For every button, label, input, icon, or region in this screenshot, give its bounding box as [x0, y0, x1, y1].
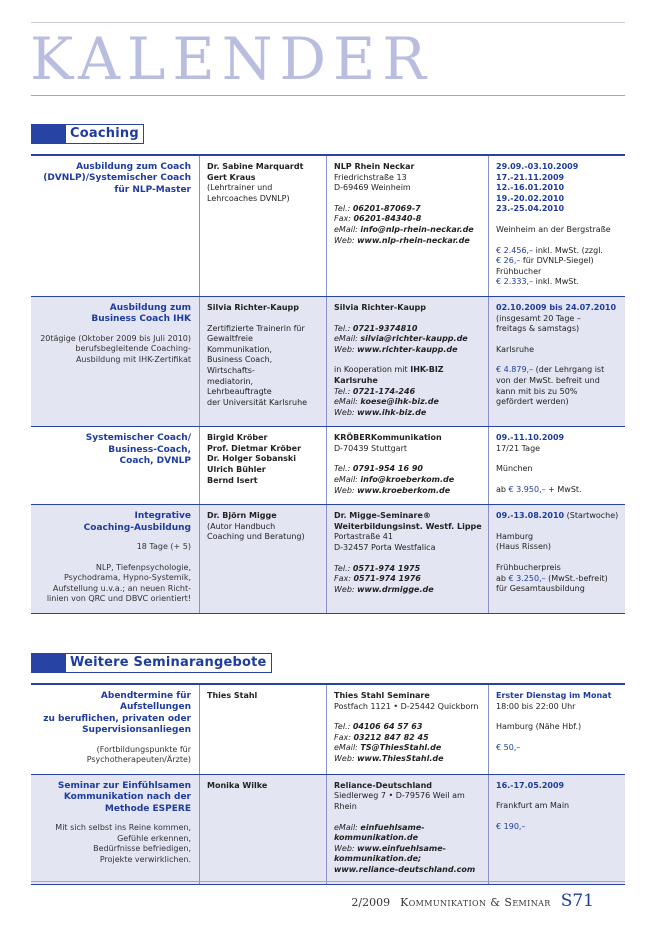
contact-line — [334, 733, 482, 744]
price-line — [496, 376, 619, 387]
description-line: Psychotherapeuten/Ärzte) — [86, 755, 191, 765]
contact-link[interactable]: www.nlp-rhein-neckar.de — [357, 235, 470, 245]
trainer-name: Gert Kraus — [207, 172, 256, 182]
spacer — [334, 554, 482, 564]
page-number: S71 — [560, 891, 594, 911]
contact-link[interactable]: www.reliance-deutschland.com — [334, 864, 476, 874]
contact-link[interactable]: kommunikation.de — [334, 833, 419, 843]
contact-label: eMail: — [334, 397, 358, 407]
contact-label: eMail: — [334, 743, 358, 753]
event-location: Hamburg (Nähe Hbf.) — [496, 722, 582, 732]
event-title: (DVNLP)/Systemischer Coach — [43, 173, 191, 184]
contact-link[interactable]: www.ihk-biz.de — [357, 407, 427, 417]
spacer — [334, 194, 482, 204]
contact-line — [334, 225, 482, 236]
event-title: für NLP-Master — [114, 184, 191, 195]
trainer-info: Coaching und Beratung) — [207, 532, 305, 542]
organizer-cell — [327, 156, 489, 296]
event-row — [31, 156, 625, 297]
contact-link[interactable]: silvia@richter-kaupp.de — [360, 334, 468, 344]
organizer-cell — [327, 685, 489, 774]
date-line — [496, 511, 619, 522]
trainer-cell — [200, 297, 327, 426]
contact-label: Web: — [334, 344, 355, 354]
trainer-info: Zertifizierte Trainerin für — [207, 323, 305, 333]
price-prefix: ab — [496, 485, 509, 495]
description-line: (Fortbildungspunkte für — [96, 744, 191, 754]
contact-value: 0721-9374810 — [352, 323, 418, 333]
spacer — [496, 355, 619, 365]
trainer-info: der Universität Karlsruhe — [207, 397, 308, 407]
date-line — [496, 781, 619, 792]
page-footer — [351, 891, 594, 911]
date-line — [496, 194, 619, 205]
contact-line — [334, 854, 482, 865]
spacer — [496, 475, 619, 485]
trainer-name: Thies Stahl — [207, 691, 258, 700]
price-amount: € 3.250,– — [508, 573, 546, 583]
contact-value: 06201-84340-8 — [353, 214, 422, 224]
contact-label: Fax: — [334, 214, 351, 224]
event-title: Methode ESPERE — [104, 803, 191, 814]
contact-line — [334, 486, 482, 497]
date-line — [496, 303, 619, 314]
event-title: Coaching-Ausbildung — [83, 522, 191, 533]
organizer-cell — [327, 775, 489, 884]
price-line — [496, 246, 619, 257]
event-description — [38, 745, 191, 766]
contact-value: 04106 64 57 63 — [352, 722, 423, 732]
organizer-address: Postfach 1121 • D-25442 Quickborn — [334, 701, 479, 711]
event-location: (Haus Rissen) — [496, 542, 552, 552]
page-title: KALENDER — [30, 25, 433, 93]
schedule-cell — [489, 775, 625, 884]
contact-value: 0571-974 1976 — [353, 574, 421, 584]
spacer — [496, 454, 619, 464]
trainer-info: (Lehrtrainer und — [207, 183, 273, 193]
price-note: inkl. MwSt. — [533, 277, 580, 287]
price-line — [496, 485, 619, 496]
event-location: Hamburg — [496, 531, 534, 541]
trainer-cell — [200, 775, 327, 884]
section-header — [31, 653, 625, 673]
organizer-cell — [327, 505, 489, 613]
contact-label: eMail: — [334, 224, 358, 234]
section-marker — [31, 124, 65, 144]
event-title: Integrative — [134, 511, 191, 522]
contact-link[interactable]: info@nlp-rhein-neckar.de — [360, 224, 474, 234]
price-note: + MwSt. — [545, 485, 582, 495]
contact-label: Fax: — [334, 732, 351, 742]
organizer-address: Siedlerweg 7 • D-79576 Weil am Rhein — [334, 791, 465, 811]
contact-line — [334, 334, 482, 345]
price-line — [496, 574, 619, 585]
spacer — [496, 522, 619, 532]
contact-label: Web: — [334, 753, 355, 763]
trainer-cell — [200, 505, 327, 613]
price-prefix: ab — [496, 573, 509, 583]
cooperation-text: in Kooperation mit — [334, 365, 411, 375]
contact-label: Tel.: — [334, 323, 351, 333]
price-note: gefördert werden) — [496, 397, 569, 407]
date-note: (insgesamt 20 Tage – — [496, 313, 581, 323]
section-header — [31, 124, 625, 144]
contact-link[interactable]: TS@ThiesStahl.de — [360, 743, 442, 753]
price-line — [496, 387, 619, 398]
trainer-name: Bernd Isert — [207, 475, 258, 485]
event-date: 09.-11.10.2009 — [496, 433, 565, 443]
contact-link[interactable]: koese@ihk-biz.de — [360, 397, 439, 407]
event-location: Frankfurt am Main — [496, 801, 570, 811]
contact-line — [334, 574, 482, 585]
contact-line — [334, 236, 482, 247]
price-line — [496, 277, 619, 288]
event-title-cell — [31, 156, 200, 296]
price-line — [496, 563, 619, 574]
spacer — [496, 812, 619, 822]
trainer-cell — [200, 156, 327, 296]
contact-label: Web: — [334, 235, 355, 245]
date-line — [496, 162, 619, 173]
price-line — [496, 256, 619, 267]
section-coaching — [31, 124, 625, 614]
spacer — [496, 335, 619, 345]
contact-line — [334, 324, 482, 335]
organizer-address: D-70439 Stuttgart — [334, 443, 408, 453]
price-line — [496, 267, 619, 278]
cooperation-partner: IHK-BIZ Karlsruhe — [334, 365, 444, 385]
spacer — [207, 314, 320, 324]
section-weitere-seminarangebote — [31, 653, 625, 885]
contact-line — [334, 387, 482, 398]
trainer-name: Dr. Sabine Marquardt — [207, 162, 304, 171]
contact-line — [334, 743, 482, 754]
organizer-name: KRÖBERKommunikation — [334, 433, 442, 443]
organizer-cell — [327, 297, 489, 426]
trainer-info: Business Coach, Wirtschafts- — [207, 355, 273, 375]
contact-label: Tel.: — [334, 386, 351, 396]
event-date: 19.-20.02.2010 — [496, 193, 565, 203]
date-line — [496, 691, 619, 702]
price-note: kann mit bis zu 50% — [496, 386, 578, 396]
event-row — [31, 775, 625, 885]
organizer-address: Portastraße 41 — [334, 532, 393, 542]
description-line: 20tägige (Oktober 2009 bis Juli 2010) — [40, 333, 191, 343]
price-line — [496, 584, 619, 595]
description-line: Psychodrama, Hypno-Systemik, — [63, 573, 191, 583]
contact-line — [334, 397, 482, 408]
event-title: Ausbildung zum — [109, 302, 191, 313]
contact-line — [334, 865, 482, 876]
event-title-cell — [31, 297, 200, 426]
schedule-cell — [489, 297, 625, 426]
contact-label: Tel.: — [334, 203, 351, 213]
event-title: Kommunikation nach der — [63, 792, 191, 803]
top-rule — [31, 22, 625, 23]
schedule-cell — [489, 427, 625, 504]
trainer-name: Prof. Dietmar Kröber — [207, 443, 302, 453]
event-row — [31, 297, 625, 427]
event-title: Ausbildung zum Coach — [76, 162, 191, 172]
spacer — [38, 553, 191, 563]
event-description — [38, 334, 191, 366]
organizer-name: NLP Rhein Neckar — [334, 162, 415, 171]
event-date: 02.10.2009 bis 24.07.2010 — [496, 302, 617, 312]
organizer-name: Weiterbildungsinst. Westf. Lippe — [334, 521, 482, 531]
contact-line — [334, 754, 482, 765]
spacer — [334, 813, 482, 823]
contact-line — [334, 345, 482, 356]
event-location: Karlsruhe — [496, 344, 535, 354]
contact-link[interactable]: www.richter-kaupp.de — [357, 344, 458, 354]
trainer-name: Monika Wilke — [207, 780, 268, 790]
date-note: (Startwoche) — [564, 511, 619, 521]
contact-line — [334, 475, 482, 486]
date-line — [496, 183, 619, 194]
contact-label: eMail: — [334, 475, 358, 485]
contact-label: Tel.: — [334, 464, 351, 474]
section-title: Coaching — [65, 124, 144, 144]
description-line: Gefühle erkennen, — [117, 833, 191, 843]
price-line — [496, 365, 619, 376]
contact-value: einfuehlsame- — [360, 822, 425, 832]
organizer-address: Friedrichstraße 13 — [334, 172, 407, 182]
event-title-cell — [31, 505, 200, 613]
organizer-name: Dr. Migge-Seminare® — [334, 511, 431, 521]
contact-value: 0791-954 16 90 — [352, 464, 423, 474]
section-title: Weitere Seminarangebote — [65, 653, 272, 673]
description-line: 18 Tage (+ 5) — [136, 542, 191, 552]
event-date: 16.-17.05.2009 — [496, 780, 565, 790]
description-line: NLP, Tiefenpsychologie, — [95, 562, 191, 572]
contact-value: 0721-174-246 — [352, 386, 416, 396]
description-line: linien von QRC und DBVC orientiert! — [46, 594, 191, 604]
event-title: Supervisionsanliegen — [82, 725, 191, 736]
date-note: freitags & samstags) — [496, 324, 580, 334]
event-location: Weinheim an der Bergstraße — [496, 224, 611, 234]
description-line: berufsbegleitende Coaching- — [75, 344, 191, 354]
date-line — [496, 173, 619, 184]
contact-value: 0571-974 1975 — [352, 563, 421, 573]
price-note: inkl. MwSt. (zzgl. — [533, 245, 603, 255]
spacer — [334, 712, 482, 722]
event-list — [31, 685, 625, 885]
event-date: 09.-13.08.2010 — [496, 511, 565, 521]
organizer-name: Reliance-Deutschland — [334, 780, 432, 790]
event-date: 23.-25.04.2010 — [496, 204, 565, 214]
trainer-name: Dr. Björn Migge — [207, 511, 277, 521]
organizer-cell — [327, 427, 489, 504]
issue-number: 2/2009 — [351, 896, 391, 909]
price-amount: € 3.950,– — [508, 485, 546, 495]
contact-label: eMail: — [334, 822, 358, 832]
contact-line — [334, 722, 482, 733]
spacer — [496, 553, 619, 563]
event-row — [31, 685, 625, 775]
price-note: Frühbucher — [496, 266, 542, 276]
spacer — [496, 791, 619, 801]
event-description — [38, 542, 191, 605]
event-title: zu beruflichen, privaten oder — [43, 713, 191, 724]
contact-value: 03212 847 82 45 — [353, 732, 429, 742]
contact-label: Web: — [334, 485, 355, 495]
contact-link[interactable]: www.kroeberkom.de — [357, 485, 451, 495]
schedule-cell — [489, 685, 625, 774]
price-line — [496, 397, 619, 408]
contact-line — [334, 844, 482, 855]
contact-line — [334, 833, 482, 844]
price-amount: € 190,– — [496, 822, 526, 831]
spacer — [496, 712, 619, 722]
event-title-cell — [31, 427, 200, 504]
event-title: Abendtermine für Aufstellungen — [100, 691, 191, 713]
event-date: 17.-21.11.2009 — [496, 172, 565, 182]
price-line — [496, 822, 619, 833]
contact-line — [334, 585, 482, 596]
event-title: Coach, DVNLP — [119, 456, 191, 467]
spacer — [334, 454, 482, 464]
title-rule — [31, 95, 625, 96]
event-date: 29.09.-03.10.2009 — [496, 162, 579, 171]
event-title: Seminar zur Einfühlsamen — [57, 780, 191, 791]
price-note: von der MwSt. befreit und — [496, 375, 600, 385]
event-row — [31, 427, 625, 505]
description-line: Aufstellung u.v.a.; an neuen Richt- — [52, 583, 191, 593]
contact-label: Fax: — [334, 574, 351, 584]
contact-line — [334, 564, 482, 575]
price-note: (der Lehrgang ist — [533, 365, 605, 375]
contact-line — [334, 464, 482, 475]
spacer — [334, 355, 482, 365]
contact-line — [334, 408, 482, 419]
event-date: 12.-16.01.2010 — [496, 183, 565, 193]
price-amount: € 50,– — [496, 742, 521, 752]
contact-label: Web: — [334, 584, 355, 594]
contact-link[interactable]: www.ThiesStahl.de — [357, 753, 444, 763]
contact-line — [334, 823, 482, 834]
contact-line — [334, 204, 482, 215]
trainer-cell — [200, 685, 327, 774]
contact-label: Web: — [334, 843, 355, 853]
contact-line — [334, 214, 482, 225]
price-note: (MwSt.-befreit) — [545, 573, 608, 583]
trainer-info: Gewaltfreie Kommunikation, — [207, 334, 272, 354]
trainer-info: (Autor Handbuch — [207, 521, 276, 531]
organizer-name: Silvia Richter-Kaupp — [334, 302, 426, 312]
date-note: 17/21 Tage — [496, 443, 541, 453]
contact-link[interactable]: info@kroeberkom.de — [360, 475, 455, 485]
organizer-name: Thies Stahl Seminare — [334, 691, 430, 700]
event-title-cell — [31, 685, 200, 774]
event-date: Erster Dienstag im Monat — [496, 691, 612, 700]
description-line: Ausbildung mit IHK-Zertifikat — [75, 354, 191, 364]
contact-label: eMail: — [334, 334, 358, 344]
date-line — [496, 433, 619, 444]
event-title: Systemischer Coach/ — [85, 433, 191, 444]
price-amount: € 2.456,– — [496, 245, 534, 255]
description-line: Mit sich selbst ins Reine kommen, — [55, 823, 191, 833]
trainer-name: Birgid Kröber — [207, 433, 268, 443]
trainer-cell — [200, 427, 327, 504]
date-line — [496, 204, 619, 215]
price-note: für DVNLP-Siegel) — [520, 256, 594, 266]
organizer-address: D-69469 Weinheim — [334, 183, 411, 193]
trainer-info: Lehrcoaches DVNLP) — [207, 193, 290, 203]
event-list — [31, 156, 625, 614]
contact-label: Tel.: — [334, 563, 351, 573]
organizer-address: D-32457 Porta Westfalica — [334, 543, 436, 553]
event-title: Business Coach IHK — [91, 314, 191, 325]
price-amount: € 26,– — [496, 256, 521, 266]
contact-label: Web: — [334, 407, 355, 417]
contact-link[interactable]: www.einfuehlsame- — [357, 843, 446, 853]
footer-rule — [31, 881, 625, 882]
cooperation-line — [334, 365, 482, 386]
description-line: Projekte verwirklichen. — [99, 854, 191, 864]
price-amount: € 2.333,– — [496, 277, 534, 287]
event-title-cell — [31, 775, 200, 884]
event-location: München — [496, 464, 533, 474]
section-marker — [31, 653, 65, 673]
description-line: Bedürfnisse befriedigen, — [93, 844, 191, 854]
contact-link[interactable]: kommunikation.de; — [334, 854, 422, 864]
contact-value: 06201-87069-7 — [352, 203, 421, 213]
spacer — [496, 733, 619, 743]
schedule-cell — [489, 156, 625, 296]
event-row — [31, 505, 625, 614]
trainer-name: Silvia Richter-Kaupp — [207, 302, 299, 312]
price-note: Frühbucherpreis — [496, 563, 561, 573]
spacer — [334, 314, 482, 324]
contact-link[interactable]: www.drmigge.de — [357, 584, 434, 594]
contact-label: Tel.: — [334, 722, 351, 732]
spacer — [496, 236, 619, 246]
event-description — [38, 823, 191, 865]
spacer — [496, 215, 619, 225]
trainer-name: Dr. Holger Sobanski — [207, 454, 296, 464]
schedule-cell — [489, 505, 625, 613]
date-note: 18:00 bis 22:00 Uhr — [496, 701, 576, 711]
price-note: für Gesamtausbildung — [496, 584, 585, 594]
magazine-name: Kommunikation & Seminar — [400, 896, 551, 909]
price-line — [496, 743, 619, 754]
trainer-info: mediatorin, Lehrbeauftragte — [207, 376, 272, 397]
trainer-name: Ulrich Bühler — [207, 465, 266, 475]
event-title: Business-Coach, — [108, 444, 191, 455]
price-amount: € 4.879,– — [496, 365, 534, 375]
